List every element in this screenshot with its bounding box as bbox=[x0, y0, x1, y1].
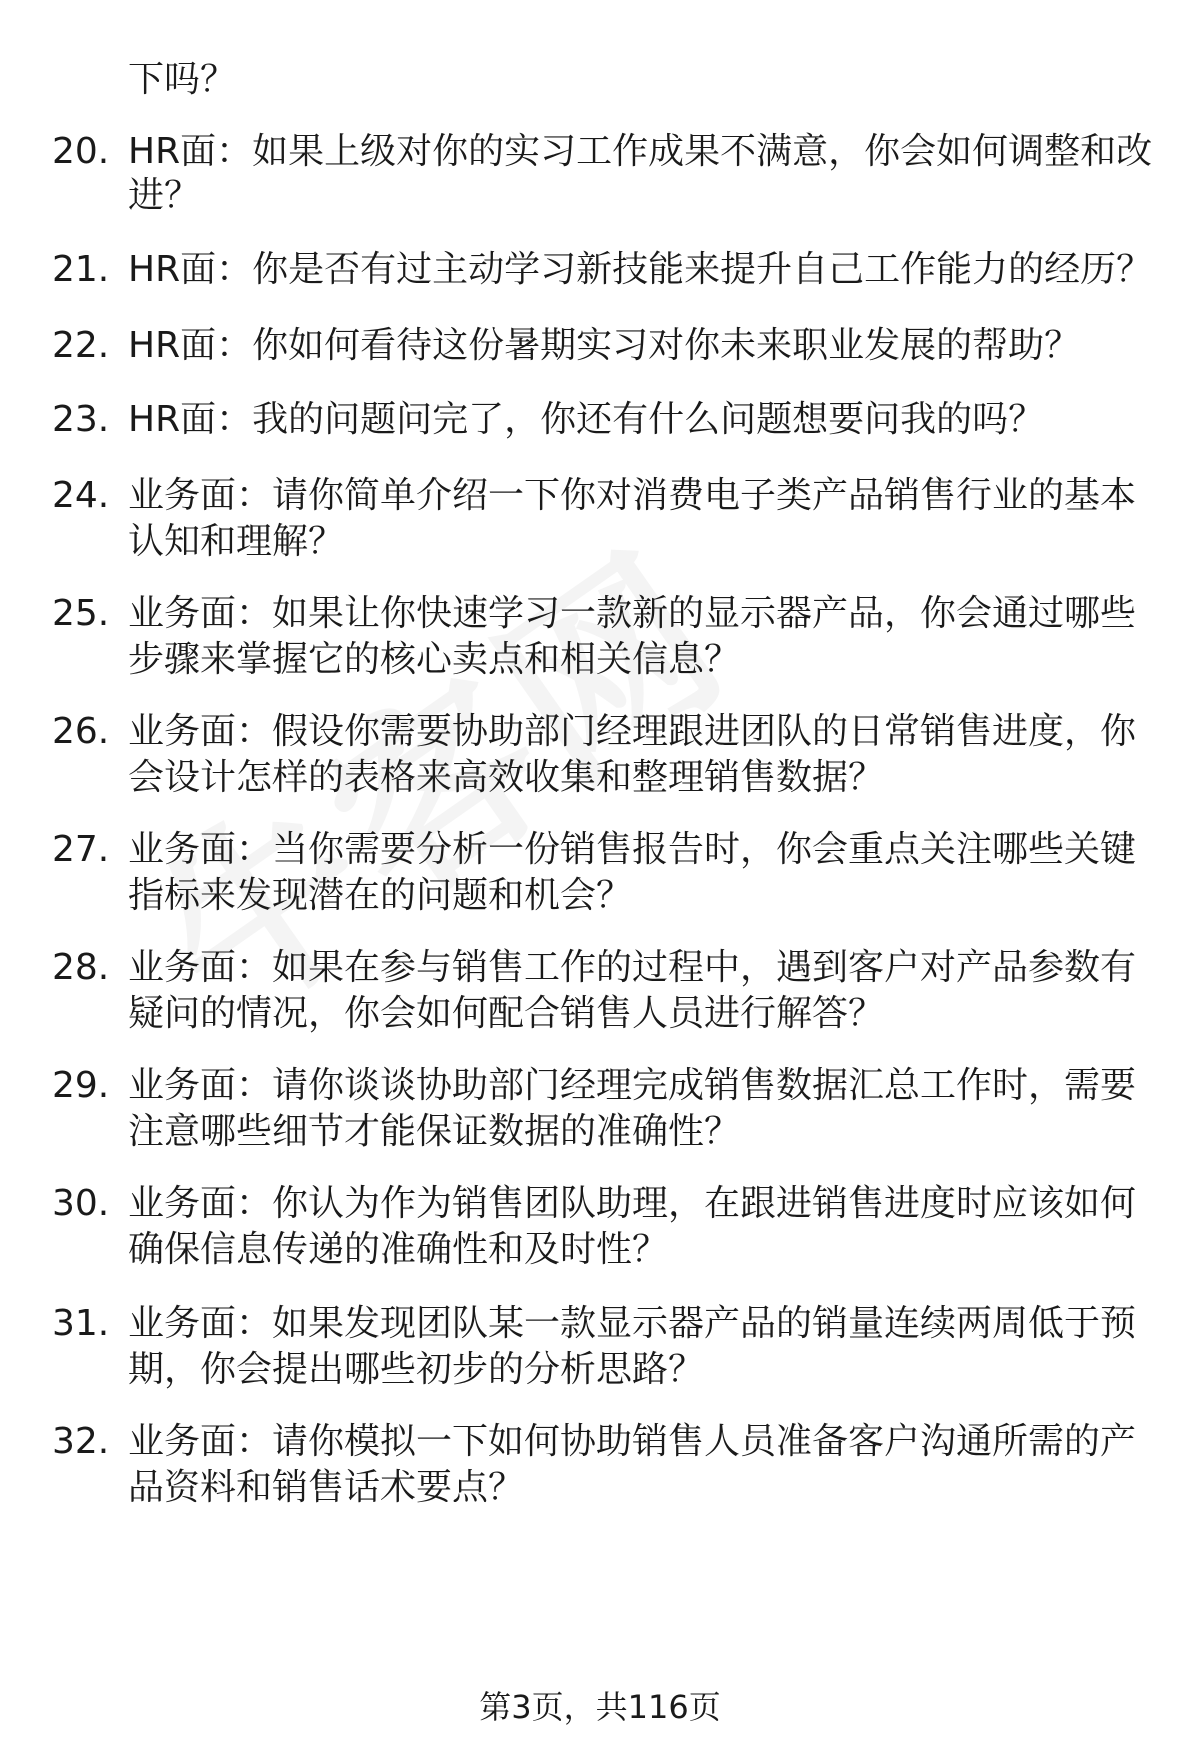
question-text-line: 业务面：如果发现团队某一款显示器产品的销量连续两周低于预 bbox=[128, 1303, 1137, 1344]
question-text-line: 进？ bbox=[128, 175, 201, 216]
question-number: 31. bbox=[52, 1303, 110, 1344]
question-text-line: 确保信息传递的准确性和及时性？ bbox=[128, 1229, 669, 1270]
question-text-line: 品资料和销售话术要点？ bbox=[128, 1467, 525, 1508]
question-number: 23. bbox=[52, 399, 110, 440]
page-footer: 第3页，共116页 bbox=[479, 1688, 721, 1726]
question-number: 25. bbox=[52, 593, 110, 634]
question-text-line: 期，你会提出哪些初步的分析思路？ bbox=[128, 1349, 705, 1390]
question-text-line: 业务面：当你需要分析一份销售报告时，你会重点关注哪些关键 bbox=[128, 829, 1137, 870]
question-number: 21. bbox=[52, 249, 110, 290]
question-text-line: HR面：我的问题问完了，你还有什么问题想要问我的吗？ bbox=[128, 399, 1045, 440]
question-text-line: 业务面：如果让你快速学习一款新的显示器产品，你会通过哪些 bbox=[128, 593, 1137, 634]
question-text-line: 业务面：假设你需要协助部门经理跟进团队的日常销售进度，你 bbox=[128, 711, 1137, 752]
question-number: 27. bbox=[52, 829, 110, 870]
question-text-line: HR面：你如何看待这份暑期实习对你未来职业发展的帮助？ bbox=[128, 325, 1081, 366]
question-number: 22. bbox=[52, 325, 110, 366]
question-text-line: 注意哪些细节才能保证数据的准确性？ bbox=[128, 1111, 741, 1152]
question-text-line: 业务面：请你模拟一下如何协助销售人员准备客户沟通所需的产 bbox=[128, 1421, 1137, 1462]
question-text-line: 步骤来掌握它的核心卖点和相关信息？ bbox=[128, 639, 741, 680]
question-number: 30. bbox=[52, 1183, 110, 1224]
question-text-line: 会设计怎样的表格来高效收集和整理销售数据？ bbox=[128, 757, 885, 798]
question-text-line: 业务面：请你简单介绍一下你对消费电子类产品销售行业的基本 bbox=[128, 475, 1137, 516]
question-number: 26. bbox=[52, 711, 110, 752]
question-number: 24. bbox=[52, 475, 110, 516]
question-text-line: 疑问的情况，你会如何配合销售人员进行解答？ bbox=[128, 993, 885, 1034]
question-text-line: 指标来发现潜在的问题和机会？ bbox=[128, 875, 633, 916]
question-text-line: HR面：你是否有过主动学习新技能来提升自己工作能力的经历？ bbox=[128, 249, 1153, 290]
question-text-line: 业务面：请你谈谈协助部门经理完成销售数据汇总工作时，需要 bbox=[128, 1065, 1137, 1106]
question-text-line: 业务面：如果在参与销售工作的过程中，遇到客户对产品参数有 bbox=[128, 947, 1137, 988]
question-number: 32. bbox=[52, 1421, 110, 1462]
question-number: 29. bbox=[52, 1065, 110, 1106]
question-text-line: 认知和理解？ bbox=[128, 521, 345, 562]
question-text-line: 业务面：你认为作为销售团队助理，在跟进销售进度时应该如何 bbox=[128, 1183, 1137, 1224]
question-number: 28. bbox=[52, 947, 110, 988]
question-number: 20. bbox=[52, 131, 110, 172]
question-text-line: HR面：如果上级对你的实习工作成果不满意，你会如何调整和改 bbox=[128, 131, 1153, 172]
continuation-line: 下吗？ bbox=[128, 59, 237, 100]
